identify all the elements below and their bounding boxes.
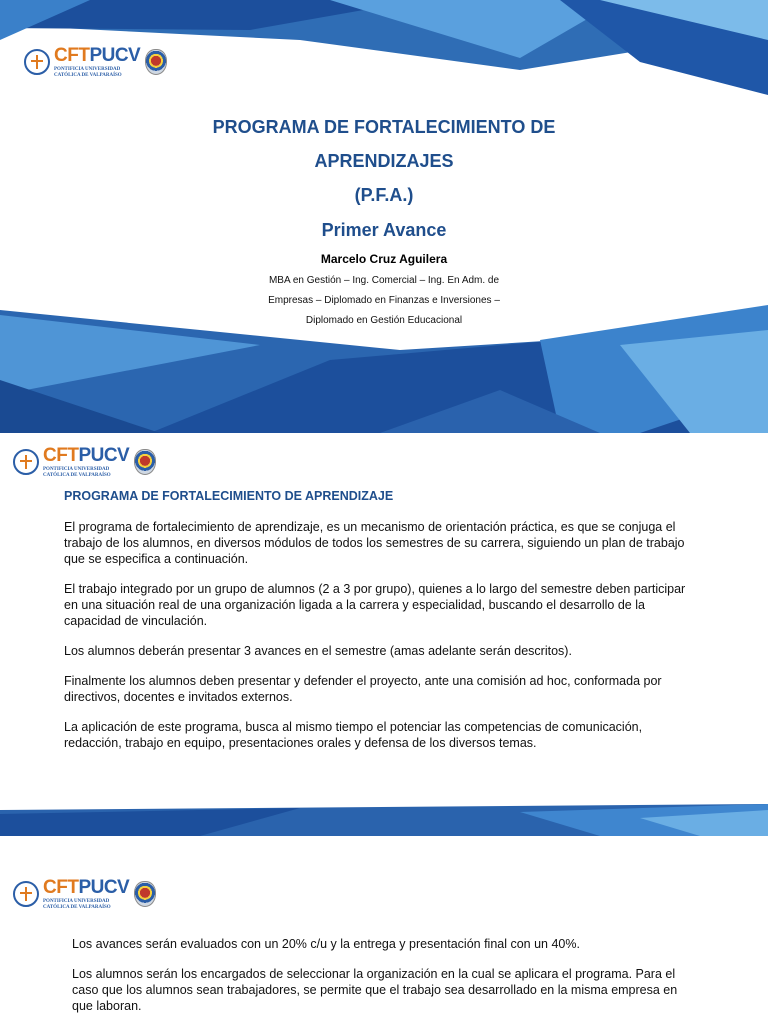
- logo-subtitle-line2: CATÓLICA DE VALPARAÍSO: [43, 473, 111, 478]
- logo-subtitle-line2: CATÓLICA DE VALPARAÍSO: [54, 73, 122, 78]
- paragraph: La aplicación de este programa, busca al mismo tiempo el potenciar las competencias de comunicación, redacción, trabajo en equipo, presentaciones orales y defensa de los diversos temas.: [64, 720, 643, 750]
- paragraph: El programa de fortalecimiento de aprendizaje, es un mecanismo de orientación práctica, es que se conjuga el trabajo de los alumnos, en diversos módulos de todos los semestres de su carrera, siguiendo un plan de trabajo que se especifica a continuación.: [64, 520, 685, 566]
- university-crest-icon: [134, 881, 156, 907]
- logo-subtitle-line1: PONTIFICIA UNIVERSIDAD: [43, 899, 110, 904]
- institution-logo: [24, 46, 167, 78]
- logo-cft-text: CFT: [54, 45, 90, 66]
- cross-emblem-icon: [13, 881, 39, 907]
- title-line-2: APRENDIZAJES: [314, 151, 454, 171]
- cross-emblem-icon: [13, 449, 39, 475]
- title-line-1: PROGRAMA DE FORTALECIMIENTO DE: [212, 117, 556, 137]
- cross-emblem-icon: [24, 49, 50, 75]
- institution-logo: [13, 446, 156, 478]
- logo-pucv-text: PUCV: [78, 877, 130, 898]
- credentials-line-2: Empresas – Diplomado en Finanzas e Inversiones –: [268, 295, 500, 306]
- decorative-footer-band: [0, 804, 768, 836]
- credentials-line-1: MBA en Gestión – Ing. Comercial – Ing. En Adm. de: [268, 275, 500, 286]
- university-crest-icon: [145, 49, 167, 75]
- logo-cft-text: CFT: [43, 877, 79, 898]
- title-line-3: (P.F.A.): [354, 185, 414, 205]
- logo-subtitle-line2: CATÓLICA DE VALPARAÍSO: [43, 905, 111, 910]
- author-name: Marcelo Cruz Aguilera: [320, 252, 448, 266]
- institution-logo: [13, 878, 156, 910]
- paragraph: Finalmente los alumnos deben presentar y defender el proyecto, ante una comisión ad hoc, conformada por directivos, docentes e invitados externos.: [64, 674, 662, 704]
- paragraph: Los avances serán evaluados con un 20% c/u y la entrega y presentación final con un 40%.: [72, 937, 580, 951]
- section-heading: PROGRAMA DE FORTALECIMIENTO DE APRENDIZAJE: [64, 489, 394, 503]
- subtitle: Primer Avance: [321, 220, 447, 240]
- university-crest-icon: [134, 449, 156, 475]
- credentials-line-3: Diplomado en Gestión Educacional: [305, 315, 463, 326]
- logo-cft-text: CFT: [43, 445, 79, 466]
- paragraph: Los alumnos serán los encargados de seleccionar la organización en la cual se aplicara el programa. Para el caso que los alumnos sean trabajadores, se permite que el trabajo sea desarrollado en la misma empresa en que laboran.: [72, 967, 678, 1013]
- slide-title: [0, 0, 768, 433]
- logo-pucv-text: PUCV: [78, 445, 130, 466]
- logo-subtitle-line1: PONTIFICIA UNIVERSIDAD: [54, 67, 121, 72]
- slide-description: [0, 433, 768, 836]
- paragraph: Los alumnos deberán presentar 3 avances en el semestre (amas adelante serán descritos).: [64, 644, 572, 658]
- logo-subtitle-line1: PONTIFICIA UNIVERSIDAD: [43, 467, 110, 472]
- logo-pucv-text: PUCV: [89, 45, 141, 66]
- paragraph: El trabajo integrado por un grupo de alumnos (2 a 3 por grupo), quienes a lo largo del semestre deben participar en una situación real de una organización ligada a la carrera y especialidad, buscando el desarrollo de la capacidad de vinculación.: [64, 582, 686, 628]
- slide-evaluation: [0, 836, 768, 1024]
